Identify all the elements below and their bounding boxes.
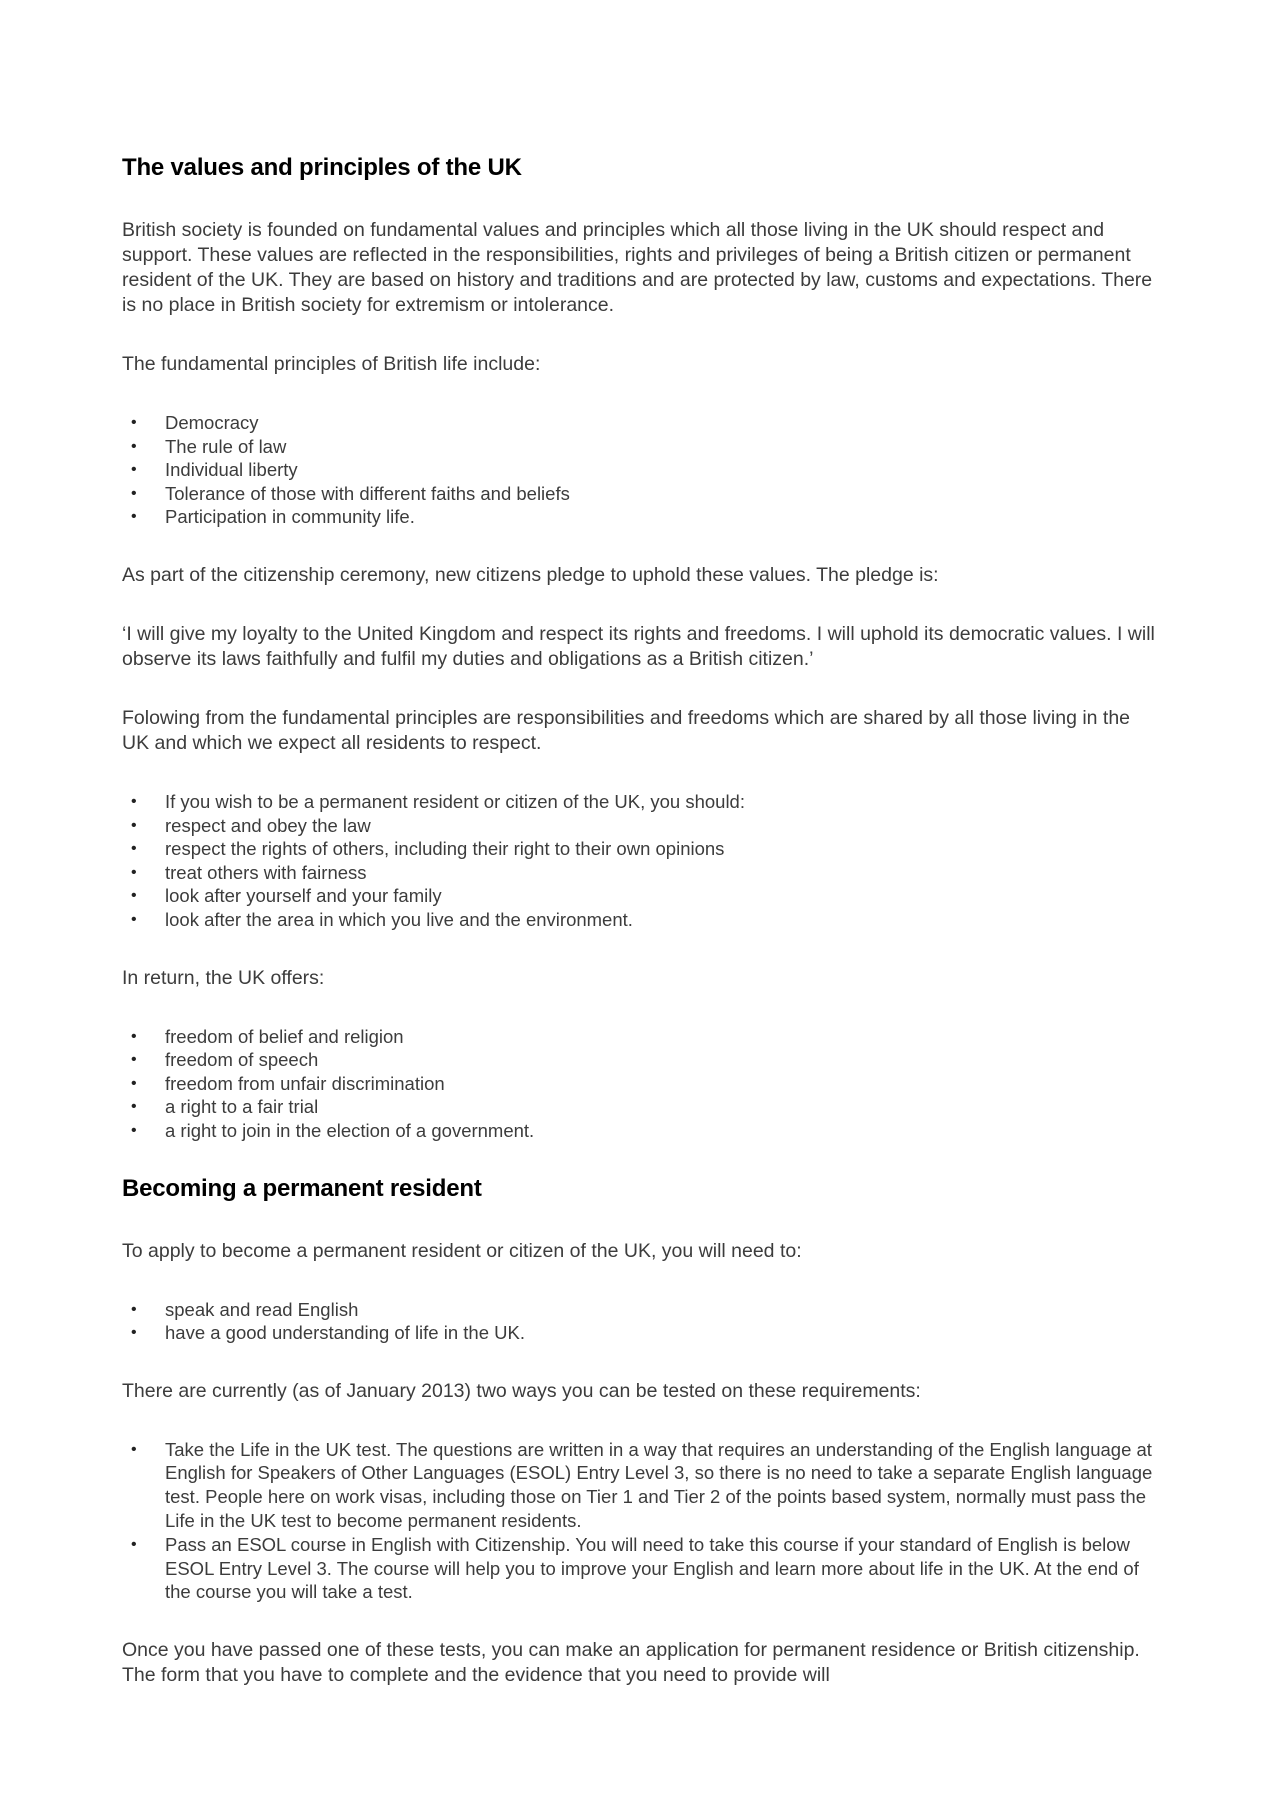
section-heading-values: The values and principles of the UK (122, 154, 522, 181)
responsibilities-intro: Folowing from the fundamental principles are responsibilities and freedoms which are shared by all those living in the UK and which we expect all residents to respect. (122, 706, 1131, 754)
intro-paragraph: British society is founded on fundamental values and principles which all those living in the UK should respect and support. These values are reflected in the responsibilities, rights and privileges of being a British citizen or permanent resident of the UK. They are based on history and traditions and are protected by law, customs and expectations. There is no place in British society for extremism or intolerance. (122, 219, 1153, 316)
requirements-list (122, 1298, 1162, 1345)
bullet-icon: • (131, 1074, 137, 1092)
bullet-icon: • (131, 1324, 137, 1342)
list-item: • If you wish to be a permanent resident or citizen of the UK, you should: (131, 790, 745, 812)
tests-intro: There are currently (as of January 2013) two ways you can be tested on these requirements: (122, 1379, 921, 1402)
bullet-icon: • (131, 1300, 137, 1318)
responsibilities-list (122, 790, 1162, 932)
list-item: • freedom from unfair discrimination (131, 1072, 445, 1094)
pledge-intro: As part of the citizenship ceremony, new citizens pledge to uphold these values. The pledge is: (122, 563, 939, 586)
list-item: • respect the rights of others, including their right to their own opinions (131, 838, 725, 860)
list-item: • Participation in community life. (131, 506, 415, 528)
section-heading-permanent-resident: Becoming a permanent resident (122, 1174, 482, 1202)
list-item: • speak and read English (131, 1298, 359, 1320)
bullet-icon: • (131, 1051, 137, 1069)
bullet-icon: • (131, 792, 137, 810)
bullet-icon: • (131, 414, 137, 431)
list-item: • have a good understanding of life in the UK. (131, 1322, 525, 1344)
list-item: • a right to a fair trial (131, 1096, 319, 1118)
principles-intro: The fundamental principles of British life include: (122, 353, 541, 375)
bullet-icon: • (131, 887, 137, 905)
list-item: • The rule of law (131, 435, 287, 457)
list-item: • Individual liberty (131, 459, 298, 481)
list-item: • look after yourself and your family (131, 885, 442, 907)
bullet-icon: • (131, 1440, 137, 1458)
document-page (122, 152, 1162, 1688)
bullet-icon: • (131, 1121, 137, 1139)
list-item: • Democracy (131, 412, 259, 433)
bullet-icon: • (131, 461, 137, 479)
list-item: • freedom of speech (131, 1049, 319, 1071)
principles-list (122, 411, 1162, 529)
apply-intro: To apply to become a permanent resident or citizen of the UK, you will need to: (122, 1239, 802, 1262)
list-item: • respect and obey the law (131, 814, 371, 836)
bullet-icon: • (131, 840, 137, 858)
list-item: • look after the area in which you live and the environment. (131, 908, 633, 930)
pledge-quote: ‘I will give my loyalty to the United Kingdom and respect its rights and freedoms. I will uphold its democratic values. I will observe its laws faithfully and fulfil my duties and obligations as a British citizen.’ (122, 622, 1155, 670)
list-item: • Take the Life in the UK test. The questions are written in a way that requires an understanding of the English language at English for Speakers of Other Languages (ESOL) Entry Level 3, so there is no need to take a separate English language test. People here on work visas, including those on Tier 1 and Tier 2 of the points based system, normally must pass the Life in the UK test to become permanent residents. (131, 1438, 1153, 1532)
tests-list (122, 1438, 1162, 1605)
bullet-icon: • (131, 508, 137, 526)
list-item: • freedom of belief and religion (131, 1025, 404, 1047)
list-item: • Tolerance of those with different faiths and beliefs (131, 482, 570, 504)
bullet-icon: • (131, 910, 137, 928)
bullet-icon: • (131, 484, 137, 502)
bullet-icon: • (131, 816, 137, 834)
bullet-icon: • (131, 863, 137, 881)
bullet-icon: • (131, 437, 137, 455)
bullet-icon: • (131, 1098, 137, 1116)
list-item: • Pass an ESOL course in English with Citizenship. You will need to take this course if your standard of English is below ESOL Entry Level 3. The course will help you to improve your English and learn more about life in the UK. At the end of the course you will take a test. (131, 1533, 1139, 1603)
bullet-icon: • (131, 1027, 137, 1045)
list-item: • treat others with fairness (131, 861, 367, 883)
offers-intro: In return, the UK offers: (122, 966, 325, 989)
offers-list (122, 1025, 1162, 1143)
list-item: • a right to join in the election of a government. (131, 1119, 535, 1141)
bullet-icon: • (131, 1535, 137, 1553)
closing-paragraph: Once you have passed one of these tests, you can make an application for permanent residence or British citizenship. The form that you have to complete and the evidence that you need to provide will (122, 1639, 1140, 1687)
